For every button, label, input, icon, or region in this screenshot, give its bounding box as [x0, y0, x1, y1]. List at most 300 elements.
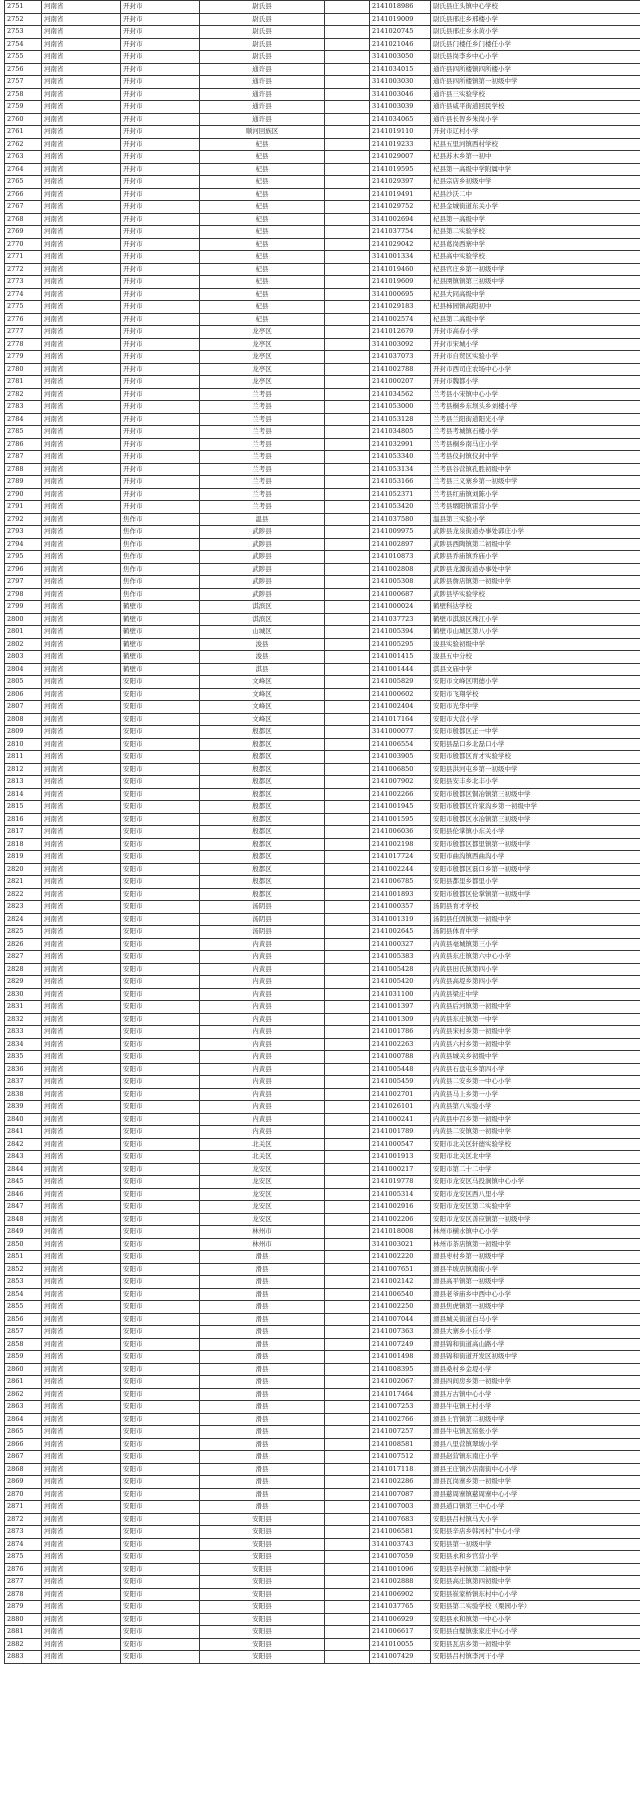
- table-row: [5, 751, 640, 764]
- district-cell: 殷都区: [200, 751, 325, 764]
- district-cell: 安阳县: [200, 1601, 325, 1614]
- table-row: [5, 788, 640, 801]
- school-name-cell: 安阳市殷都区伦掌镇第一初级中学: [431, 888, 640, 901]
- table-row: [5, 876, 640, 889]
- city-cell: 安阳市: [121, 1326, 200, 1339]
- school-code-cell: 2141037073: [370, 351, 431, 364]
- district-cell: 兰考县: [200, 476, 325, 489]
- school-code-cell: 2141012679: [370, 326, 431, 339]
- table-row: [5, 151, 640, 164]
- row-number-cell: 2860: [5, 1363, 42, 1376]
- school-code-cell: 2141019110: [370, 126, 431, 139]
- district-cell: 殷都区: [200, 838, 325, 851]
- school-name-cell: 兰考县兰阳街道阳光小学: [431, 413, 640, 426]
- school-code-cell: 2141005428: [370, 963, 431, 976]
- blank-cell: [325, 1213, 370, 1226]
- district-cell: 兰考县: [200, 438, 325, 451]
- blank-cell: [325, 776, 370, 789]
- city-cell: 安阳市: [121, 1451, 200, 1464]
- school-name-cell: 通许县三实验学校: [431, 88, 640, 101]
- row-number-cell: 2780: [5, 363, 42, 376]
- table-row: [5, 626, 640, 639]
- district-cell: 滑县: [200, 1488, 325, 1501]
- table-row: [5, 76, 640, 89]
- table-row: [5, 801, 640, 814]
- city-cell: 安阳市: [121, 1226, 200, 1239]
- school-name-cell: 滑县道口镇第三中心小学: [431, 1501, 640, 1514]
- school-name-cell: 滑县锦和街道高山路小学: [431, 1338, 640, 1351]
- row-number-cell: 2857: [5, 1326, 42, 1339]
- school-name-cell: 开封市辽村小学: [431, 126, 640, 139]
- blank-cell: [325, 1063, 370, 1076]
- blank-cell: [325, 1301, 370, 1314]
- row-number-cell: 2765: [5, 176, 42, 189]
- table-row: [5, 1438, 640, 1451]
- table-row: [5, 1, 640, 14]
- city-cell: 安阳市: [121, 1351, 200, 1364]
- table-row: [5, 651, 640, 664]
- province-cell: 河南省: [42, 613, 121, 626]
- blank-cell: [325, 926, 370, 939]
- school-name-cell: 安阳市殷都区铜冶镇第三初级中学: [431, 788, 640, 801]
- row-number-cell: 2875: [5, 1551, 42, 1564]
- province-cell: 河南省: [42, 1076, 121, 1089]
- province-cell: 河南省: [42, 626, 121, 639]
- province-cell: 河南省: [42, 351, 121, 364]
- table-row: [5, 1176, 640, 1189]
- row-number-cell: 2770: [5, 238, 42, 251]
- blank-cell: [325, 1138, 370, 1151]
- table-row: [5, 1351, 640, 1364]
- district-cell: 龙亭区: [200, 376, 325, 389]
- school-code-cell: 2141002888: [370, 1576, 431, 1589]
- blank-cell: [325, 1438, 370, 1451]
- blank-cell: [325, 1263, 370, 1276]
- district-cell: 龙亭区: [200, 326, 325, 339]
- school-name-cell: 通许县咸平街道回民学校: [431, 101, 640, 114]
- row-number-cell: 2795: [5, 551, 42, 564]
- row-number-cell: 2818: [5, 838, 42, 851]
- province-cell: 河南省: [42, 1388, 121, 1401]
- table-row: [5, 713, 640, 726]
- row-number-cell: 2863: [5, 1401, 42, 1414]
- blank-cell: [325, 76, 370, 89]
- city-cell: 开封市: [121, 376, 200, 389]
- table-row: [5, 1513, 640, 1526]
- table-row: [5, 501, 640, 514]
- row-number-cell: 2813: [5, 776, 42, 789]
- school-code-cell: 2141029752: [370, 201, 431, 214]
- city-cell: 安阳市: [121, 901, 200, 914]
- school-name-cell: 通许县四所楼镇第一初级中学: [431, 76, 640, 89]
- blank-cell: [325, 751, 370, 764]
- school-code-cell: 2141019778: [370, 1176, 431, 1189]
- school-name-cell: 安阳市光华中学: [431, 701, 640, 714]
- blank-cell: [325, 588, 370, 601]
- school-code-cell: 2141017464: [370, 1388, 431, 1401]
- school-name-cell: 安阳县磊口乡北磊口小学: [431, 738, 640, 751]
- district-cell: 殷都区: [200, 876, 325, 889]
- city-cell: 安阳市: [121, 1163, 200, 1176]
- district-cell: 滑县: [200, 1251, 325, 1264]
- table-row: [5, 1588, 640, 1601]
- city-cell: 安阳市: [121, 876, 200, 889]
- school-code-cell: 2141005295: [370, 638, 431, 651]
- school-code-cell: 3141003030: [370, 76, 431, 89]
- province-cell: 河南省: [42, 488, 121, 501]
- blank-cell: [325, 513, 370, 526]
- district-cell: 殷都区: [200, 788, 325, 801]
- city-cell: 安阳市: [121, 1001, 200, 1014]
- row-number-cell: 2872: [5, 1513, 42, 1526]
- school-code-cell: 2141002286: [370, 1476, 431, 1489]
- school-name-cell: 杞县官庄乡第一初级中学: [431, 263, 640, 276]
- province-cell: 河南省: [42, 1038, 121, 1051]
- row-number-cell: 2876: [5, 1563, 42, 1576]
- school-code-cell: 2141029183: [370, 301, 431, 314]
- table-row: [5, 488, 640, 501]
- province-cell: 河南省: [42, 1001, 121, 1014]
- district-cell: 兰考县: [200, 451, 325, 464]
- blank-cell: [325, 551, 370, 564]
- school-code-cell: 2141001397: [370, 1001, 431, 1014]
- city-cell: 焦作市: [121, 526, 200, 539]
- district-cell: 滑县: [200, 1388, 325, 1401]
- blank-cell: [325, 251, 370, 264]
- district-cell: 龙亭区: [200, 338, 325, 351]
- city-cell: 安阳市: [121, 1088, 200, 1101]
- province-cell: 河南省: [42, 1213, 121, 1226]
- table-row: [5, 213, 640, 226]
- row-number-cell: 2758: [5, 88, 42, 101]
- school-code-cell: 2141002244: [370, 863, 431, 876]
- province-cell: 河南省: [42, 701, 121, 714]
- school-name-cell: 滑县焦虎镇第一初级中学: [431, 1301, 640, 1314]
- province-cell: 河南省: [42, 1176, 121, 1189]
- city-cell: 开封市: [121, 176, 200, 189]
- district-cell: 北关区: [200, 1151, 325, 1164]
- district-cell: 兰考县: [200, 488, 325, 501]
- school-code-cell: 2141019460: [370, 263, 431, 276]
- district-cell: 汤阴县: [200, 913, 325, 926]
- district-cell: 杞县: [200, 188, 325, 201]
- school-name-cell: 安阳市殷都区正一中学: [431, 726, 640, 739]
- blank-cell: [325, 901, 370, 914]
- province-cell: 河南省: [42, 588, 121, 601]
- blank-cell: [325, 213, 370, 226]
- school-name-cell: 内黄县二安乡第一中心小学: [431, 1076, 640, 1089]
- province-cell: 河南省: [42, 1163, 121, 1176]
- row-number-cell: 2868: [5, 1463, 42, 1476]
- city-cell: 安阳市: [121, 838, 200, 851]
- table-row: [5, 738, 640, 751]
- blank-cell: [325, 913, 370, 926]
- district-cell: 龙亭区: [200, 363, 325, 376]
- table-row: [5, 588, 640, 601]
- district-cell: 殷都区: [200, 851, 325, 864]
- district-cell: 山城区: [200, 626, 325, 639]
- city-cell: 安阳市: [121, 1288, 200, 1301]
- district-cell: 安阳县: [200, 1526, 325, 1539]
- school-name-cell: 内黄县马上乡第一小学: [431, 1088, 640, 1101]
- blank-cell: [325, 438, 370, 451]
- province-cell: 河南省: [42, 1188, 121, 1201]
- school-code-cell: 2141037580: [370, 513, 431, 526]
- row-number-cell: 2821: [5, 876, 42, 889]
- province-cell: 河南省: [42, 813, 121, 826]
- city-cell: 开封市: [121, 276, 200, 289]
- school-name-cell: 滑县桑村乡金堤小学: [431, 1363, 640, 1376]
- district-cell: 滑县: [200, 1263, 325, 1276]
- school-code-cell: 2141002250: [370, 1301, 431, 1314]
- blank-cell: [325, 451, 370, 464]
- school-code-cell: 2141006929: [370, 1613, 431, 1626]
- row-number-cell: 2864: [5, 1413, 42, 1426]
- school-name-cell: 汤阴县体育中学: [431, 926, 640, 939]
- school-code-cell: 2141002897: [370, 538, 431, 551]
- school-code-cell: 2141029397: [370, 176, 431, 189]
- table-row: [5, 1313, 640, 1326]
- city-cell: 安阳市: [121, 713, 200, 726]
- school-name-cell: 武陟县毕实验学校: [431, 588, 640, 601]
- table-row: [5, 1113, 640, 1126]
- city-cell: 开封市: [121, 238, 200, 251]
- province-cell: 河南省: [42, 1476, 121, 1489]
- school-code-cell: 2141007363: [370, 1326, 431, 1339]
- row-number-cell: 2812: [5, 763, 42, 776]
- table-row: [5, 1638, 640, 1651]
- province-cell: 河南省: [42, 1113, 121, 1126]
- blank-cell: [325, 1, 370, 14]
- table-row: [5, 351, 640, 364]
- city-cell: 开封市: [121, 413, 200, 426]
- row-number-cell: 2791: [5, 501, 42, 514]
- table-row: [5, 1463, 640, 1476]
- blank-cell: [325, 1401, 370, 1414]
- blank-cell: [325, 226, 370, 239]
- district-cell: 兰考县: [200, 463, 325, 476]
- city-cell: 安阳市: [121, 763, 200, 776]
- school-code-cell: 3141001319: [370, 913, 431, 926]
- district-cell: 殷都区: [200, 888, 325, 901]
- city-cell: 安阳市: [121, 1376, 200, 1389]
- row-number-cell: 2849: [5, 1226, 42, 1239]
- province-cell: 河南省: [42, 1101, 121, 1114]
- table-row: [5, 126, 640, 139]
- school-code-cell: 2141037754: [370, 226, 431, 239]
- school-name-cell: 武陟县龙泉街道办事处郭庄小学: [431, 526, 640, 539]
- table-row: [5, 313, 640, 326]
- blank-cell: [325, 1013, 370, 1026]
- city-cell: 安阳市: [121, 1438, 200, 1451]
- blank-cell: [325, 288, 370, 301]
- row-number-cell: 2767: [5, 201, 42, 214]
- school-code-cell: 2141053128: [370, 413, 431, 426]
- row-number-cell: 2853: [5, 1276, 42, 1289]
- row-number-cell: 2781: [5, 376, 42, 389]
- province-cell: 河南省: [42, 1588, 121, 1601]
- city-cell: 开封市: [121, 201, 200, 214]
- province-cell: 河南省: [42, 951, 121, 964]
- row-number-cell: 2794: [5, 538, 42, 551]
- blank-cell: [325, 476, 370, 489]
- school-code-cell: 3141003046: [370, 88, 431, 101]
- district-cell: 殷都区: [200, 763, 325, 776]
- district-cell: 内黄县: [200, 1001, 325, 1014]
- blank-cell: [325, 1226, 370, 1239]
- table-row: [5, 1188, 640, 1201]
- district-cell: 杞县: [200, 151, 325, 164]
- school-code-cell: 2141001309: [370, 1013, 431, 1026]
- table-row: [5, 1251, 640, 1264]
- city-cell: 开封市: [121, 351, 200, 364]
- row-number-cell: 2816: [5, 813, 42, 826]
- table-row: [5, 663, 640, 676]
- blank-cell: [325, 1563, 370, 1576]
- blank-cell: [325, 1276, 370, 1289]
- city-cell: 安阳市: [121, 926, 200, 939]
- district-cell: 杞县: [200, 288, 325, 301]
- school-name-cell: 兰考县考城镇石楼小学: [431, 426, 640, 439]
- blank-cell: [325, 113, 370, 126]
- school-name-cell: 内黄县田氏镇第四小学: [431, 963, 640, 976]
- table-row: [5, 263, 640, 276]
- city-cell: 安阳市: [121, 913, 200, 926]
- district-cell: 安阳县: [200, 1613, 325, 1626]
- row-number-cell: 2806: [5, 688, 42, 701]
- school-name-cell: 安阳市殷都区育才实验学校: [431, 751, 640, 764]
- table-row: [5, 1301, 640, 1314]
- table-row: [5, 863, 640, 876]
- school-code-cell: 2141002808: [370, 563, 431, 576]
- province-cell: 河南省: [42, 1151, 121, 1164]
- school-name-cell: 滑县锦和街道开发区初级中学: [431, 1351, 640, 1364]
- city-cell: 安阳市: [121, 1126, 200, 1139]
- province-cell: 河南省: [42, 563, 121, 576]
- province-cell: 河南省: [42, 1251, 121, 1264]
- blank-cell: [325, 1088, 370, 1101]
- blank-cell: [325, 1426, 370, 1439]
- blank-cell: [325, 638, 370, 651]
- row-number-cell: 2764: [5, 163, 42, 176]
- school-name-cell: 安阳市北关区北中学: [431, 1151, 640, 1164]
- province-cell: 河南省: [42, 863, 121, 876]
- blank-cell: [325, 1101, 370, 1114]
- school-name-cell: 安阳市文峰区明德小学: [431, 676, 640, 689]
- school-code-cell: 2141007902: [370, 776, 431, 789]
- city-cell: 安阳市: [121, 1238, 200, 1251]
- table-row: [5, 451, 640, 464]
- district-cell: 龙安区: [200, 1201, 325, 1214]
- school-code-cell: 2141053340: [370, 451, 431, 464]
- table-row: [5, 538, 640, 551]
- row-number-cell: 2823: [5, 901, 42, 914]
- row-number-cell: 2778: [5, 338, 42, 351]
- row-number-cell: 2793: [5, 526, 42, 539]
- blank-cell: [325, 701, 370, 714]
- row-number-cell: 2834: [5, 1038, 42, 1051]
- school-code-cell: 2141001786: [370, 1026, 431, 1039]
- school-name-cell: 安阳县永和镇第一中心小学: [431, 1613, 640, 1626]
- row-number-cell: 2760: [5, 113, 42, 126]
- school-name-cell: 杞县苏木乡第一初中: [431, 151, 640, 164]
- row-number-cell: 2881: [5, 1626, 42, 1639]
- school-name-cell: 杞县宗店乡初级中学: [431, 176, 640, 189]
- province-cell: 河南省: [42, 876, 121, 889]
- row-number-cell: 2848: [5, 1213, 42, 1226]
- school-name-cell: 安阳市大营小学: [431, 713, 640, 726]
- province-cell: 河南省: [42, 76, 121, 89]
- school-code-cell: 2141001913: [370, 1151, 431, 1164]
- table-row: [5, 1626, 640, 1639]
- school-code-cell: 3141000695: [370, 288, 431, 301]
- district-cell: 龙安区: [200, 1176, 325, 1189]
- blank-cell: [325, 1176, 370, 1189]
- blank-cell: [325, 876, 370, 889]
- school-code-cell: 2141001498: [370, 1351, 431, 1364]
- school-code-cell: 2141005420: [370, 976, 431, 989]
- district-cell: 安阳县: [200, 1638, 325, 1651]
- province-cell: 河南省: [42, 726, 121, 739]
- province-cell: 河南省: [42, 1276, 121, 1289]
- table-row: [5, 951, 640, 964]
- table-row: [5, 1138, 640, 1151]
- school-code-cell: 2141001096: [370, 1563, 431, 1576]
- province-cell: 河南省: [42, 476, 121, 489]
- row-number-cell: 2836: [5, 1063, 42, 1076]
- row-number-cell: 2831: [5, 1001, 42, 1014]
- table-row: [5, 1526, 640, 1539]
- row-number-cell: 2827: [5, 951, 42, 964]
- province-cell: 河南省: [42, 1238, 121, 1251]
- province-cell: 河南省: [42, 1226, 121, 1239]
- city-cell: 安阳市: [121, 1176, 200, 1189]
- province-cell: 河南省: [42, 176, 121, 189]
- district-cell: 安阳县: [200, 1651, 325, 1664]
- row-number-cell: 2772: [5, 263, 42, 276]
- school-code-cell: 2141002263: [370, 1038, 431, 1051]
- city-cell: 焦作市: [121, 576, 200, 589]
- city-cell: 开封市: [121, 88, 200, 101]
- blank-cell: [325, 326, 370, 339]
- school-name-cell: 汤阴县任固镇第一初级中学: [431, 913, 640, 926]
- blank-cell: [325, 1238, 370, 1251]
- row-number-cell: 2784: [5, 413, 42, 426]
- school-name-cell: 滑县慈周寨镇慈周寨中心小学: [431, 1488, 640, 1501]
- row-number-cell: 2833: [5, 1026, 42, 1039]
- school-code-cell: 2141018986: [370, 1, 431, 14]
- school-code-cell: 2141007651: [370, 1263, 431, 1276]
- province-cell: 河南省: [42, 1576, 121, 1589]
- school-code-cell: 2141001444: [370, 663, 431, 676]
- school-code-cell: 2141006540: [370, 1288, 431, 1301]
- table-row: [5, 888, 640, 901]
- row-number-cell: 2752: [5, 13, 42, 26]
- row-number-cell: 2867: [5, 1451, 42, 1464]
- district-cell: 杞县: [200, 163, 325, 176]
- blank-cell: [325, 13, 370, 26]
- table-row: [5, 576, 640, 589]
- district-cell: 内黄县: [200, 1063, 325, 1076]
- province-cell: 河南省: [42, 576, 121, 589]
- province-cell: 河南省: [42, 838, 121, 851]
- city-cell: 安阳市: [121, 1026, 200, 1039]
- blank-cell: [325, 126, 370, 139]
- blank-cell: [325, 563, 370, 576]
- province-cell: 河南省: [42, 1026, 121, 1039]
- district-cell: 兰考县: [200, 401, 325, 414]
- table-row: [5, 851, 640, 864]
